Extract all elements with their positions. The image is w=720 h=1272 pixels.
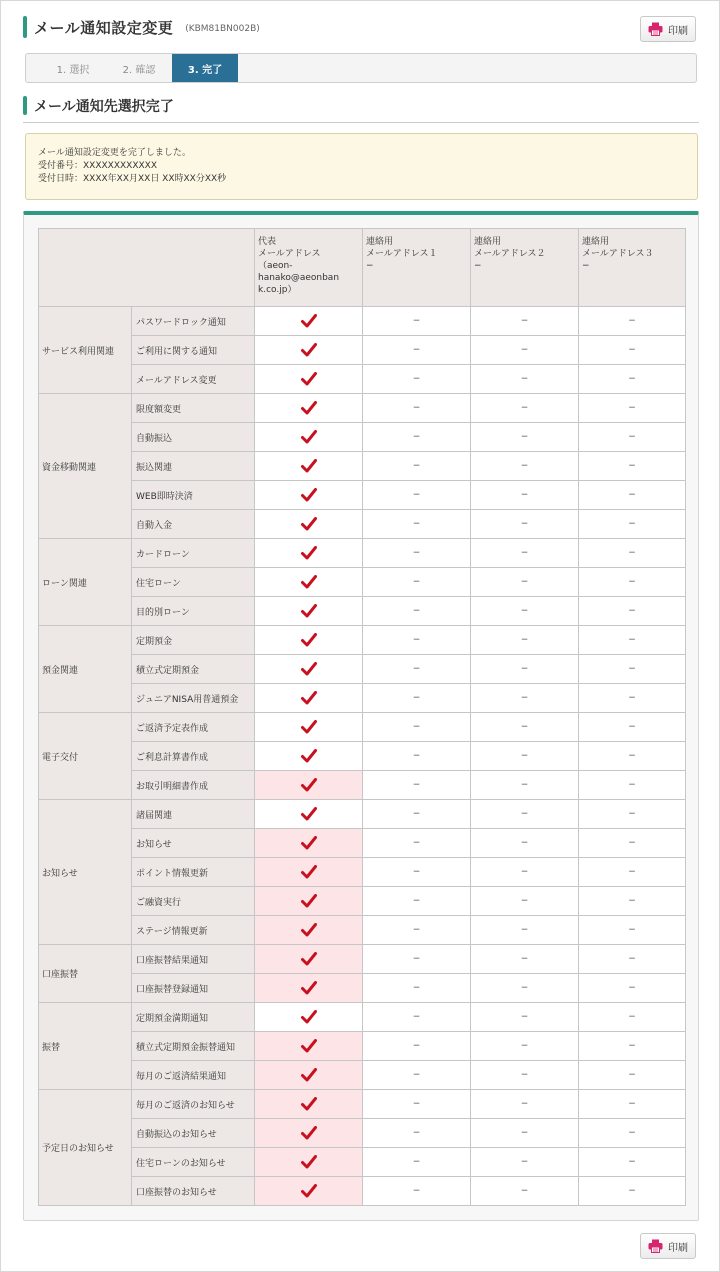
contact-email-1-cell: − [363, 974, 471, 1003]
notification-type-label: 毎月のご返済結果通知 [132, 1061, 255, 1090]
table-row [39, 1090, 686, 1119]
contact-email-3-cell: − [579, 945, 686, 974]
contact-email-3-cell: − [579, 1032, 686, 1061]
contact-email-1-cell: − [363, 887, 471, 916]
screen-code: (KBM81BN002B) [185, 23, 260, 34]
main-email-check-cell [255, 597, 363, 626]
contact-email-1-cell: − [363, 568, 471, 597]
category-label: 資金移動関連 [39, 394, 132, 539]
main-email-check-cell [255, 771, 363, 800]
check-icon [301, 981, 317, 995]
table-row [39, 1061, 686, 1090]
contact-email-3-cell: − [579, 800, 686, 829]
contact-email-1-cell: − [363, 945, 471, 974]
main-email-check-cell [255, 423, 363, 452]
contact-email-3-cell: − [579, 626, 686, 655]
contact-email-1-cell: − [363, 539, 471, 568]
contact-email-2-cell: − [471, 365, 579, 394]
check-icon [301, 778, 317, 792]
main-email-check-cell [255, 481, 363, 510]
main-email-check-cell [255, 539, 363, 568]
check-icon [301, 807, 317, 821]
contact-email-2-cell: − [471, 1119, 579, 1148]
main-email-check-cell [255, 916, 363, 945]
contact-email-3-cell: − [579, 1148, 686, 1177]
check-icon [301, 430, 317, 444]
notification-type-label: WEB即時決済 [132, 481, 255, 510]
contact-email-3-cell: − [579, 481, 686, 510]
table-row [39, 365, 686, 394]
table-row [39, 481, 686, 510]
check-icon [301, 836, 317, 850]
check-icon [301, 575, 317, 589]
contact-email-1-cell: − [363, 800, 471, 829]
table-row [39, 1032, 686, 1061]
table-row [39, 1177, 686, 1206]
check-icon [301, 1010, 317, 1024]
check-icon [301, 720, 317, 734]
print-label: 印刷 [668, 1242, 688, 1254]
notification-type-label: 自動振込のお知らせ [132, 1119, 255, 1148]
main-email-check-cell [255, 945, 363, 974]
printer-icon [648, 1239, 663, 1253]
check-icon [301, 1184, 317, 1198]
step-select: 1. 選択 [56, 64, 90, 76]
main-email-check-cell [255, 510, 363, 539]
contact-email-2-cell: − [471, 539, 579, 568]
main-email-check-cell [255, 1003, 363, 1032]
table-header-row [39, 229, 686, 307]
notification-type-label: 積立式定期預金振替通知 [132, 1032, 255, 1061]
notification-settings-table [38, 228, 686, 1206]
notification-type-label: 積立式定期預金 [132, 655, 255, 684]
contact-email-3-cell: − [579, 510, 686, 539]
contact-email-3-cell: − [579, 452, 686, 481]
notification-type-label: 自動振込 [132, 423, 255, 452]
contact-email-1-cell: − [363, 1003, 471, 1032]
contact-email-3-cell: − [579, 539, 686, 568]
main-email-check-cell [255, 800, 363, 829]
category-label: 電子交付 [39, 713, 132, 800]
contact-email-1-cell: − [363, 336, 471, 365]
notification-type-label: 自動入金 [132, 510, 255, 539]
contact-email-3-cell: − [579, 597, 686, 626]
notification-type-label: 定期預金満期通知 [132, 1003, 255, 1032]
contact-email-2-cell: − [471, 742, 579, 771]
contact-email-2-cell: − [471, 423, 579, 452]
main-email-check-cell [255, 626, 363, 655]
contact-email-3-cell: − [579, 858, 686, 887]
category-label: 口座振替 [39, 945, 132, 1003]
check-icon [301, 749, 317, 763]
printer-icon [648, 22, 663, 36]
table-body [39, 307, 686, 1206]
contact-email-3-cell: − [579, 916, 686, 945]
table-row [39, 974, 686, 1003]
header-contact-email-1: 連絡用 メールアドレス１ − [363, 229, 471, 307]
contact-email-3-cell: − [579, 887, 686, 916]
check-icon [301, 401, 317, 415]
table-row [39, 713, 686, 742]
check-icon [301, 662, 317, 676]
notification-type-label: ご利息計算書作成 [132, 742, 255, 771]
contact-email-1-cell: − [363, 452, 471, 481]
contact-email-1-cell: − [363, 742, 471, 771]
completion-text: メール通知設定変更を完了しました。 [38, 148, 191, 158]
page-title: メール通知設定変更 [34, 18, 174, 37]
contact-email-2-cell: − [471, 655, 579, 684]
check-icon [301, 517, 317, 531]
contact-email-1-cell: − [363, 510, 471, 539]
check-icon [301, 923, 317, 937]
check-icon [301, 459, 317, 473]
category-label: サービス利用関連 [39, 307, 132, 394]
main-email-check-cell [255, 1119, 363, 1148]
check-icon [301, 314, 317, 328]
notification-type-label: お知らせ [132, 829, 255, 858]
contact-email-1-cell: − [363, 626, 471, 655]
table-row [39, 423, 686, 452]
check-icon [301, 488, 317, 502]
header-contact-email-2: 連絡用 メールアドレス２ − [471, 229, 579, 307]
main-email-check-cell [255, 713, 363, 742]
contact-email-3-cell: − [579, 1061, 686, 1090]
contact-email-2-cell: − [471, 684, 579, 713]
main-email-check-cell [255, 829, 363, 858]
notification-type-label: 毎月のご返済のお知らせ [132, 1090, 255, 1119]
main-email-check-cell [255, 655, 363, 684]
print-label: 印刷 [668, 25, 688, 37]
main-email-check-cell [255, 336, 363, 365]
main-email-check-cell [255, 365, 363, 394]
check-icon [301, 952, 317, 966]
contact-email-1-cell: − [363, 423, 471, 452]
table-row [39, 858, 686, 887]
contact-email-3-cell: − [579, 974, 686, 1003]
contact-email-1-cell: − [363, 1119, 471, 1148]
notification-type-label: ご融資実行 [132, 887, 255, 916]
table-row [39, 626, 686, 655]
main-email-check-cell [255, 684, 363, 713]
receipt-datetime: 受付日時：XXXX年XX月XX日 XX時XX分XX秒 [38, 174, 227, 184]
contact-email-2-cell: − [471, 452, 579, 481]
main-email-check-cell [255, 1148, 363, 1177]
main-email-check-cell [255, 568, 363, 597]
check-icon [301, 633, 317, 647]
check-icon [301, 343, 317, 357]
title-accent-bar [23, 16, 27, 38]
main-email-check-cell [255, 887, 363, 916]
check-icon [301, 546, 317, 560]
main-email-check-cell [255, 1061, 363, 1090]
contact-email-1-cell: − [363, 916, 471, 945]
contact-email-1-cell: − [363, 365, 471, 394]
table-row [39, 1003, 686, 1032]
table-row [39, 916, 686, 945]
contact-email-1-cell: − [363, 1090, 471, 1119]
table-row [39, 307, 686, 336]
table-row [39, 510, 686, 539]
main-email-check-cell [255, 1090, 363, 1119]
table-row [39, 452, 686, 481]
main-email-check-cell [255, 394, 363, 423]
category-label: お知らせ [39, 800, 132, 945]
contact-email-1-cell: − [363, 829, 471, 858]
contact-email-2-cell: − [471, 394, 579, 423]
main-email-check-cell [255, 742, 363, 771]
step-confirm: 2. 確認 [122, 64, 156, 76]
main-email-check-cell [255, 1032, 363, 1061]
contact-email-2-cell: − [471, 800, 579, 829]
notification-type-label: ポイント情報更新 [132, 858, 255, 887]
contact-email-2-cell: − [471, 626, 579, 655]
contact-email-1-cell: − [363, 684, 471, 713]
check-icon [301, 894, 317, 908]
category-label: 預金関連 [39, 626, 132, 713]
main-email-check-cell [255, 858, 363, 887]
step-complete: 3. 完了 [172, 54, 238, 82]
table-row [39, 394, 686, 423]
contact-email-3-cell: − [579, 423, 686, 452]
header-blank [39, 229, 255, 307]
table-row [39, 684, 686, 713]
contact-email-3-cell: − [579, 1003, 686, 1032]
notification-type-label: 定期預金 [132, 626, 255, 655]
check-icon [301, 691, 317, 705]
contact-email-2-cell: − [471, 945, 579, 974]
check-icon [301, 372, 317, 386]
contact-email-1-cell: − [363, 307, 471, 336]
section-title: メール通知先選択完了 [34, 98, 174, 115]
check-icon [301, 1126, 317, 1140]
notification-type-label: ジュニアNISA用普通預金 [132, 684, 255, 713]
check-icon [301, 865, 317, 879]
contact-email-3-cell: − [579, 336, 686, 365]
table-row [39, 829, 686, 858]
contact-email-3-cell: − [579, 771, 686, 800]
check-icon [301, 1068, 317, 1082]
contact-email-2-cell: − [471, 336, 579, 365]
header-contact-email-3: 連絡用 メールアドレス３ − [579, 229, 686, 307]
contact-email-1-cell: − [363, 597, 471, 626]
completion-message [25, 133, 698, 200]
table-row [39, 742, 686, 771]
notification-type-label: メールアドレス変更 [132, 365, 255, 394]
main-email-check-cell [255, 452, 363, 481]
table-row [39, 800, 686, 829]
contact-email-1-cell: − [363, 713, 471, 742]
contact-email-3-cell: − [579, 742, 686, 771]
contact-email-2-cell: − [471, 481, 579, 510]
notification-type-label: 口座振替登録通知 [132, 974, 255, 1003]
contact-email-2-cell: − [471, 887, 579, 916]
notification-type-label: 口座振替のお知らせ [132, 1177, 255, 1206]
contact-email-3-cell: − [579, 829, 686, 858]
contact-email-1-cell: − [363, 394, 471, 423]
contact-email-2-cell: − [471, 916, 579, 945]
contact-email-2-cell: − [471, 1090, 579, 1119]
notification-type-label: パスワードロック通知 [132, 307, 255, 336]
table-row [39, 336, 686, 365]
contact-email-2-cell: − [471, 510, 579, 539]
notification-type-label: 住宅ローンのお知らせ [132, 1148, 255, 1177]
main-email-check-cell [255, 974, 363, 1003]
main-email-check-cell [255, 307, 363, 336]
check-icon [301, 1039, 317, 1053]
table-row [39, 539, 686, 568]
table-row [39, 771, 686, 800]
contact-email-3-cell: − [579, 568, 686, 597]
notification-type-label: 口座振替結果通知 [132, 945, 255, 974]
contact-email-3-cell: − [579, 713, 686, 742]
contact-email-2-cell: − [471, 307, 579, 336]
contact-email-3-cell: − [579, 684, 686, 713]
table-row [39, 887, 686, 916]
contact-email-2-cell: − [471, 568, 579, 597]
step-indicator [25, 53, 697, 83]
contact-email-2-cell: − [471, 771, 579, 800]
table-row [39, 1119, 686, 1148]
print-button-top[interactable] [640, 16, 696, 42]
contact-email-1-cell: − [363, 1148, 471, 1177]
contact-email-1-cell: − [363, 481, 471, 510]
check-icon [301, 1097, 317, 1111]
notification-type-label: カードローン [132, 539, 255, 568]
contact-email-3-cell: − [579, 394, 686, 423]
contact-email-1-cell: − [363, 771, 471, 800]
contact-email-3-cell: − [579, 1119, 686, 1148]
contact-email-3-cell: − [579, 1177, 686, 1206]
page-header [23, 15, 260, 39]
notification-type-label: 限度額変更 [132, 394, 255, 423]
contact-email-3-cell: − [579, 655, 686, 684]
table-row [39, 597, 686, 626]
contact-email-2-cell: − [471, 829, 579, 858]
table-row [39, 568, 686, 597]
header-main-email: 代表 メールアドレス （aeon- hanako@aeonban k.co.jp） [255, 229, 363, 307]
contact-email-1-cell: − [363, 1061, 471, 1090]
contact-email-3-cell: − [579, 1090, 686, 1119]
table-row [39, 1148, 686, 1177]
contact-email-1-cell: − [363, 858, 471, 887]
section-heading [23, 95, 699, 123]
contact-email-3-cell: − [579, 365, 686, 394]
contact-email-1-cell: − [363, 655, 471, 684]
main-email-check-cell [255, 1177, 363, 1206]
notification-type-label: 諸届関連 [132, 800, 255, 829]
check-icon [301, 604, 317, 618]
print-button-bottom[interactable] [640, 1233, 696, 1259]
notification-type-label: 振込関連 [132, 452, 255, 481]
contact-email-2-cell: − [471, 1032, 579, 1061]
notification-type-label: ステージ情報更新 [132, 916, 255, 945]
table-row [39, 655, 686, 684]
notification-type-label: ご利用に関する通知 [132, 336, 255, 365]
notification-type-label: お取引明細書作成 [132, 771, 255, 800]
contact-email-2-cell: − [471, 713, 579, 742]
contact-email-2-cell: − [471, 974, 579, 1003]
category-label: 予定日のお知らせ [39, 1090, 132, 1206]
contact-email-1-cell: − [363, 1177, 471, 1206]
receipt-number: 受付番号：XXXXXXXXXXXX [38, 161, 157, 171]
table-row [39, 945, 686, 974]
contact-email-2-cell: − [471, 1148, 579, 1177]
contact-email-3-cell: − [579, 307, 686, 336]
notification-type-label: ご返済予定表作成 [132, 713, 255, 742]
category-label: 振替 [39, 1003, 132, 1090]
contact-email-2-cell: − [471, 1177, 579, 1206]
contact-email-2-cell: − [471, 858, 579, 887]
contact-email-2-cell: − [471, 1061, 579, 1090]
category-label: ローン関連 [39, 539, 132, 626]
notification-type-label: 住宅ローン [132, 568, 255, 597]
notification-type-label: 目的別ローン [132, 597, 255, 626]
contact-email-2-cell: − [471, 1003, 579, 1032]
check-icon [301, 1155, 317, 1169]
section-accent-bar [23, 96, 27, 115]
contact-email-1-cell: − [363, 1032, 471, 1061]
contact-email-2-cell: − [471, 597, 579, 626]
